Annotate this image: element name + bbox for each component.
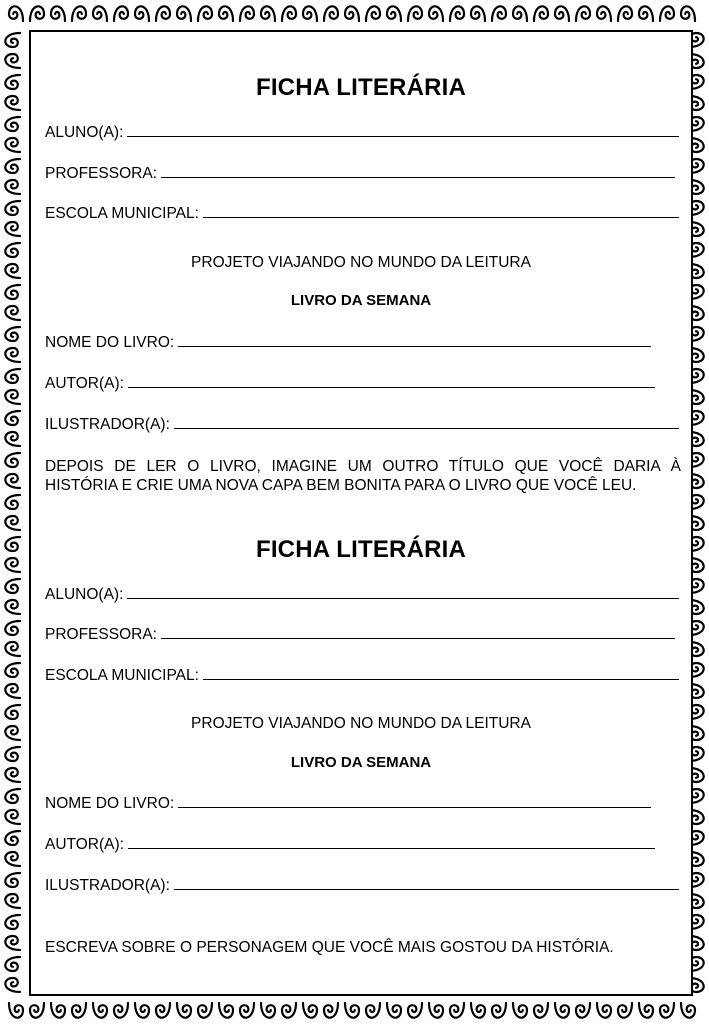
swirl-ornament: [534, 6, 548, 21]
swirl-ornament: [597, 1003, 611, 1018]
form1-professora-field[interactable]: [45, 165, 675, 183]
form2-escola-line[interactable]: [203, 667, 679, 680]
swirl-ornament: [5, 75, 20, 89]
swirl-ornament: [303, 6, 317, 21]
swirl-ornament: [72, 6, 86, 21]
swirl-ornament: [5, 873, 20, 887]
swirl-ornament: [5, 831, 20, 845]
swirl-ornament: [576, 1003, 590, 1018]
swirl-ornament: [303, 1003, 317, 1018]
swirl-ornament: [261, 6, 275, 21]
swirl-ornament: [135, 6, 149, 21]
swirl-ornament: [5, 936, 20, 950]
swirl-ornament: [345, 6, 359, 21]
swirl-ornament: [30, 6, 44, 21]
swirl-ornament: [555, 1003, 569, 1018]
swirl-ornament: [324, 6, 338, 21]
swirl-ornament: [492, 1003, 506, 1018]
form2-ilustrador-field[interactable]: [45, 877, 679, 895]
swirl-ornament: [5, 411, 20, 425]
swirl-ornament: [5, 432, 20, 446]
swirl-ornament: [156, 6, 170, 21]
swirl-ornament: [72, 1003, 86, 1018]
swirl-ornament: [366, 6, 380, 21]
swirl-ornament: [5, 159, 20, 173]
form2-escola-label: ESCOLA MUNICIPAL:: [45, 667, 199, 684]
swirl-ornament: [5, 558, 20, 572]
swirl-ornament: [5, 285, 20, 299]
swirl-ornament: [471, 6, 485, 21]
swirl-ornament: [5, 810, 20, 824]
form1-professora-line[interactable]: [161, 165, 675, 178]
swirl-ornament: [450, 6, 464, 21]
form1-professora-label: PROFESSORA:: [45, 165, 157, 182]
swirl-ornament: [5, 117, 20, 131]
form2-aluno-line[interactable]: [127, 586, 679, 599]
form2-aluno-field[interactable]: [45, 586, 679, 604]
swirl-ornament: [51, 6, 65, 21]
swirl-ornament: [5, 138, 20, 152]
swirl-ornament: [5, 474, 20, 488]
swirl-ornament: [198, 1003, 212, 1018]
swirl-ornament: [387, 1003, 401, 1018]
form1-livro-semana: LIVRO DA SEMANA: [290, 292, 432, 309]
swirl-ornament: [5, 537, 20, 551]
swirl-ornament: [177, 6, 191, 21]
swirl-ornament: [5, 180, 20, 194]
form1-autor-label: AUTOR(A):: [45, 375, 124, 392]
swirl-ornament: [9, 6, 23, 21]
swirl-ornament: [30, 1003, 44, 1018]
form2-title: FICHA LITERÁRIA: [255, 536, 467, 563]
swirl-ornament: [492, 6, 506, 21]
form2-professora-line[interactable]: [161, 626, 675, 639]
swirl-ornament: [471, 1003, 485, 1018]
form2-escola-field[interactable]: [45, 667, 679, 685]
form1-aluno-line[interactable]: [127, 124, 679, 137]
swirl-ornament: [5, 369, 20, 383]
swirl-ornament: [51, 1003, 65, 1018]
swirl-ornament: [177, 1003, 191, 1018]
swirl-ornament: [5, 747, 20, 761]
form1-escola-label: ESCOLA MUNICIPAL:: [45, 205, 199, 222]
form2-ilustrador-label: ILUSTRADOR(A):: [45, 877, 170, 894]
form1-projeto-text: PROJETO VIAJANDO NO MUNDO DA LEITURA: [191, 254, 531, 271]
form1-escola-line[interactable]: [203, 205, 679, 218]
swirl-ornament: [597, 6, 611, 21]
swirl-ornament: [135, 1003, 149, 1018]
swirl-ornament: [5, 579, 20, 593]
form2-instruction: ESCREVA SOBRE O PERSONAGEM QUE VOCÊ MAIS GOSTOU DA HISTÓRIA.: [45, 939, 614, 956]
swirl-ornament: [219, 6, 233, 21]
swirl-ornament: [5, 453, 20, 467]
form2-aluno-label: ALUNO(A):: [45, 586, 124, 603]
swirl-ornament: [534, 1003, 548, 1018]
form2-autor-label: AUTOR(A):: [45, 836, 124, 853]
form2-professora-field[interactable]: [45, 626, 675, 644]
swirl-ornament: [5, 768, 20, 782]
form1-ilustrador-field[interactable]: [45, 416, 679, 434]
swirl-ornament: [681, 1003, 695, 1018]
swirl-ornament: [5, 516, 20, 530]
form2-projeto-text: PROJETO VIAJANDO NO MUNDO DA LEITURA: [191, 715, 531, 732]
swirl-ornament: [5, 852, 20, 866]
swirl-ornament: [198, 6, 212, 21]
form1-aluno-label: ALUNO(A):: [45, 124, 124, 141]
swirl-ornament: [219, 1003, 233, 1018]
form1-title: FICHA LITERÁRIA: [255, 74, 467, 101]
form2-professora-label: PROFESSORA:: [45, 626, 157, 643]
form1-ilustrador-label: ILUSTRADOR(A):: [45, 416, 170, 433]
form1-nome-livro-line[interactable]: [178, 334, 651, 347]
swirl-ornament: [5, 915, 20, 929]
swirl-ornament: [618, 1003, 632, 1018]
swirl-ornament: [5, 495, 20, 509]
swirl-ornament: [114, 6, 128, 21]
swirl-ornament: [5, 684, 20, 698]
swirl-ornament: [261, 1003, 275, 1018]
swirl-ornament: [5, 327, 20, 341]
swirl-ornament: [93, 1003, 107, 1018]
swirl-ornament: [660, 6, 674, 21]
swirl-ornament: [555, 6, 569, 21]
swirl-ornament: [429, 1003, 443, 1018]
swirl-ornament: [450, 1003, 464, 1018]
swirl-ornament: [282, 1003, 296, 1018]
swirl-ornament: [5, 306, 20, 320]
swirl-ornament: [366, 1003, 380, 1018]
swirl-ornament: [429, 6, 443, 21]
form2-autor-line[interactable]: [128, 836, 655, 849]
swirl-ornament: [5, 894, 20, 908]
swirl-ornament: [240, 6, 254, 21]
swirl-ornament: [5, 96, 20, 110]
swirl-ornament: [345, 1003, 359, 1018]
swirl-ornament: [5, 621, 20, 635]
swirl-ornament: [114, 1003, 128, 1018]
swirl-ornament: [9, 1003, 23, 1018]
swirl-ornament: [5, 264, 20, 278]
swirl-ornament: [5, 348, 20, 362]
swirl-ornament: [5, 243, 20, 257]
swirl-ornament: [5, 663, 20, 677]
swirl-ornament: [5, 390, 20, 404]
form1-autor-field[interactable]: [45, 375, 655, 393]
form1-escola-field[interactable]: [45, 205, 679, 223]
form1-instruction: DEPOIS DE LER O LIVRO, IMAGINE UM OUTRO TÍTULO QUE VOCÊ DARIA À HISTÓRIA E CRIE UMA NOVA CAPA BEM BONITA PARA O LIVRO QUE VOCÊ LEU.: [45, 458, 681, 494]
swirl-ornament: [240, 1003, 254, 1018]
swirl-ornament: [408, 6, 422, 21]
swirl-ornament: [324, 1003, 338, 1018]
form1-nome-livro-field[interactable]: [45, 334, 651, 352]
form2-autor-field[interactable]: [45, 836, 655, 854]
swirl-ornament: [5, 600, 20, 614]
form1-ilustrador-line[interactable]: [174, 416, 679, 429]
form1-aluno-field[interactable]: [45, 124, 679, 142]
swirl-ornament: [387, 6, 401, 21]
swirl-ornament: [5, 705, 20, 719]
swirl-ornament: [5, 54, 20, 68]
swirl-ornament: [5, 33, 20, 47]
swirl-ornament: [618, 6, 632, 21]
form2-nome-livro-field[interactable]: [45, 795, 651, 813]
swirl-ornament: [513, 1003, 527, 1018]
form1-autor-line[interactable]: [128, 375, 655, 388]
swirl-ornament: [156, 1003, 170, 1018]
swirl-ornament: [660, 1003, 674, 1018]
swirl-ornament: [639, 1003, 653, 1018]
swirl-ornament: [5, 726, 20, 740]
swirl-ornament: [408, 1003, 422, 1018]
form2-livro-semana: LIVRO DA SEMANA: [290, 754, 432, 771]
swirl-ornament: [5, 978, 20, 992]
swirl-ornament: [681, 6, 695, 21]
swirl-ornament: [93, 6, 107, 21]
worksheet-sheet: [29, 30, 693, 996]
swirl-ornament: [282, 6, 296, 21]
swirl-ornament: [639, 6, 653, 21]
swirl-ornament: [5, 789, 20, 803]
swirl-ornament: [5, 201, 20, 215]
swirl-ornament: [513, 6, 527, 21]
form2-ilustrador-line[interactable]: [174, 877, 679, 890]
swirl-ornament: [5, 642, 20, 656]
swirl-ornament: [5, 957, 20, 971]
form2-nome-livro-label: NOME DO LIVRO:: [45, 795, 175, 812]
form2-nome-livro-line[interactable]: [178, 795, 651, 808]
swirl-ornament: [576, 6, 590, 21]
form1-nome-livro-label: NOME DO LIVRO:: [45, 334, 175, 351]
swirl-ornament: [5, 222, 20, 236]
